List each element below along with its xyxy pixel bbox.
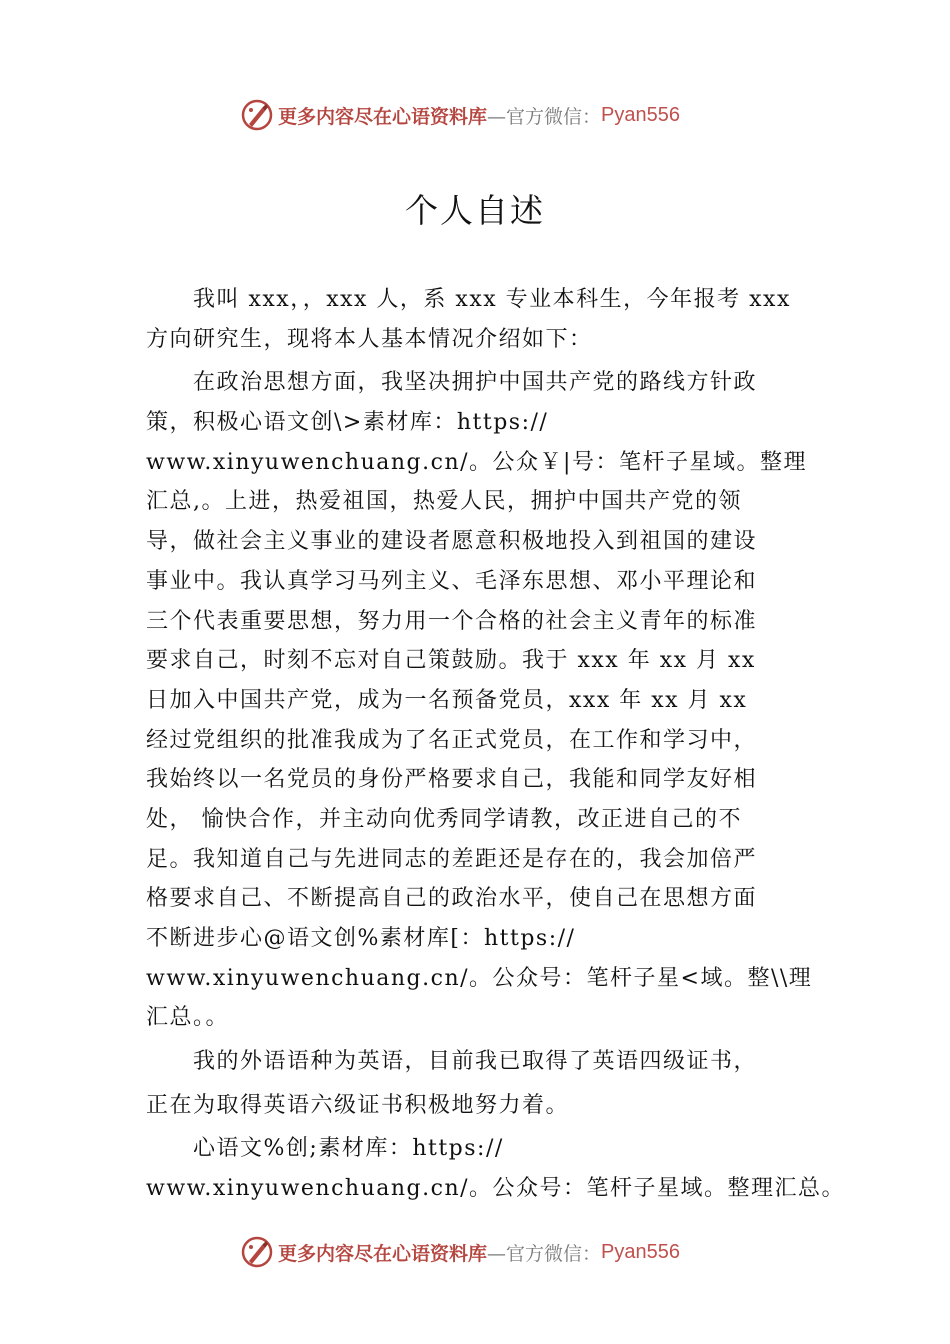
banner-promo-text: 更多内容尽在心语资料库 — [278, 105, 488, 128]
pen-logo-icon — [240, 1235, 274, 1269]
text-line: 处， 愉快合作，并主动向优秀同学请教，改正进自己的不 — [146, 806, 742, 832]
header-banner — [0, 95, 950, 135]
banner-wechat-label: —官方微信： — [487, 1242, 602, 1265]
text-line: 事业中。我认真学习马列主义、毛泽东思想、邓小平理论和 — [146, 568, 758, 594]
text-line: 策，积极心语文创\>素材库：https:// — [146, 410, 549, 436]
text-line: 汇总。。 — [146, 1005, 230, 1031]
text-line: 心语文%创;素材库：https:// — [146, 1136, 504, 1162]
text-line: 正在为取得英语六级证书积极地努力着。 — [146, 1092, 570, 1118]
text-line: 我叫 xxx，，xxx 人，系 xxx 专业本科生，今年报考 xxx — [146, 287, 791, 312]
text-line: 方向研究生，现将本人基本情况介绍如下： — [146, 326, 593, 352]
text-line: www.xinyuwenchuang.cn/。公众号：笔杆子星域。整理汇总。 — [146, 1176, 846, 1202]
text-line: 日加入中国共产党，成为一名预备党员，xxx 年 xx 月 xx — [146, 687, 748, 713]
text-line: 三个代表重要思想，努力用一个合格的社会主义青年的标准 — [146, 608, 758, 634]
text-line: 格要求自己、不断提高自己的政治水平，使自己在思想方面 — [146, 886, 758, 912]
text-line: 足。我知道自己与先进同志的差距还是存在的，我会加倍严 — [146, 846, 758, 872]
text-line: www.xinyuwenchuang.cn/。公众￥|号：笔杆子星域。整理 — [146, 449, 807, 475]
pen-logo-icon — [240, 98, 274, 132]
text-line: 导，做社会主义事业的建设者愿意积极地投入到祖国的建设 — [146, 529, 758, 555]
document-title: 个人自述 — [405, 191, 545, 230]
text-line: 我的外语语种为英语，目前我已取得了英语四级证书， — [146, 1049, 758, 1075]
text-line: 汇总,。上进，热爱祖国，热爱人民，拥护中国共产党的领 — [146, 489, 742, 515]
text-line: 我始终以一名党员的身份严格要求自己，我能和同学友好相 — [146, 767, 758, 793]
text-line: 不断进步心@语文创%素材库[：https:// — [146, 926, 576, 951]
text-line: www.xinyuwenchuang.cn/。公众号：笔杆子星<域。整\\理 — [146, 965, 813, 991]
text-line: 经过党组织的批准我成为了名正式党员，在工作和学习中， — [146, 727, 758, 753]
footer-banner — [0, 1232, 950, 1272]
text-line: 在政治思想方面，我坚决拥护中国共产党的路线方针政 — [146, 370, 758, 396]
document-body — [146, 280, 846, 1209]
banner-wechat-label: —官方微信： — [487, 105, 602, 128]
banner-wechat-id: Pyan556 — [601, 1240, 680, 1263]
text-line: 要求自己，时刻不忘对自己策鼓励。我于 xxx 年 xx 月 xx — [146, 648, 756, 674]
banner-wechat-id: Pyan556 — [601, 103, 680, 126]
banner-promo-text: 更多内容尽在心语资料库 — [278, 1242, 488, 1265]
